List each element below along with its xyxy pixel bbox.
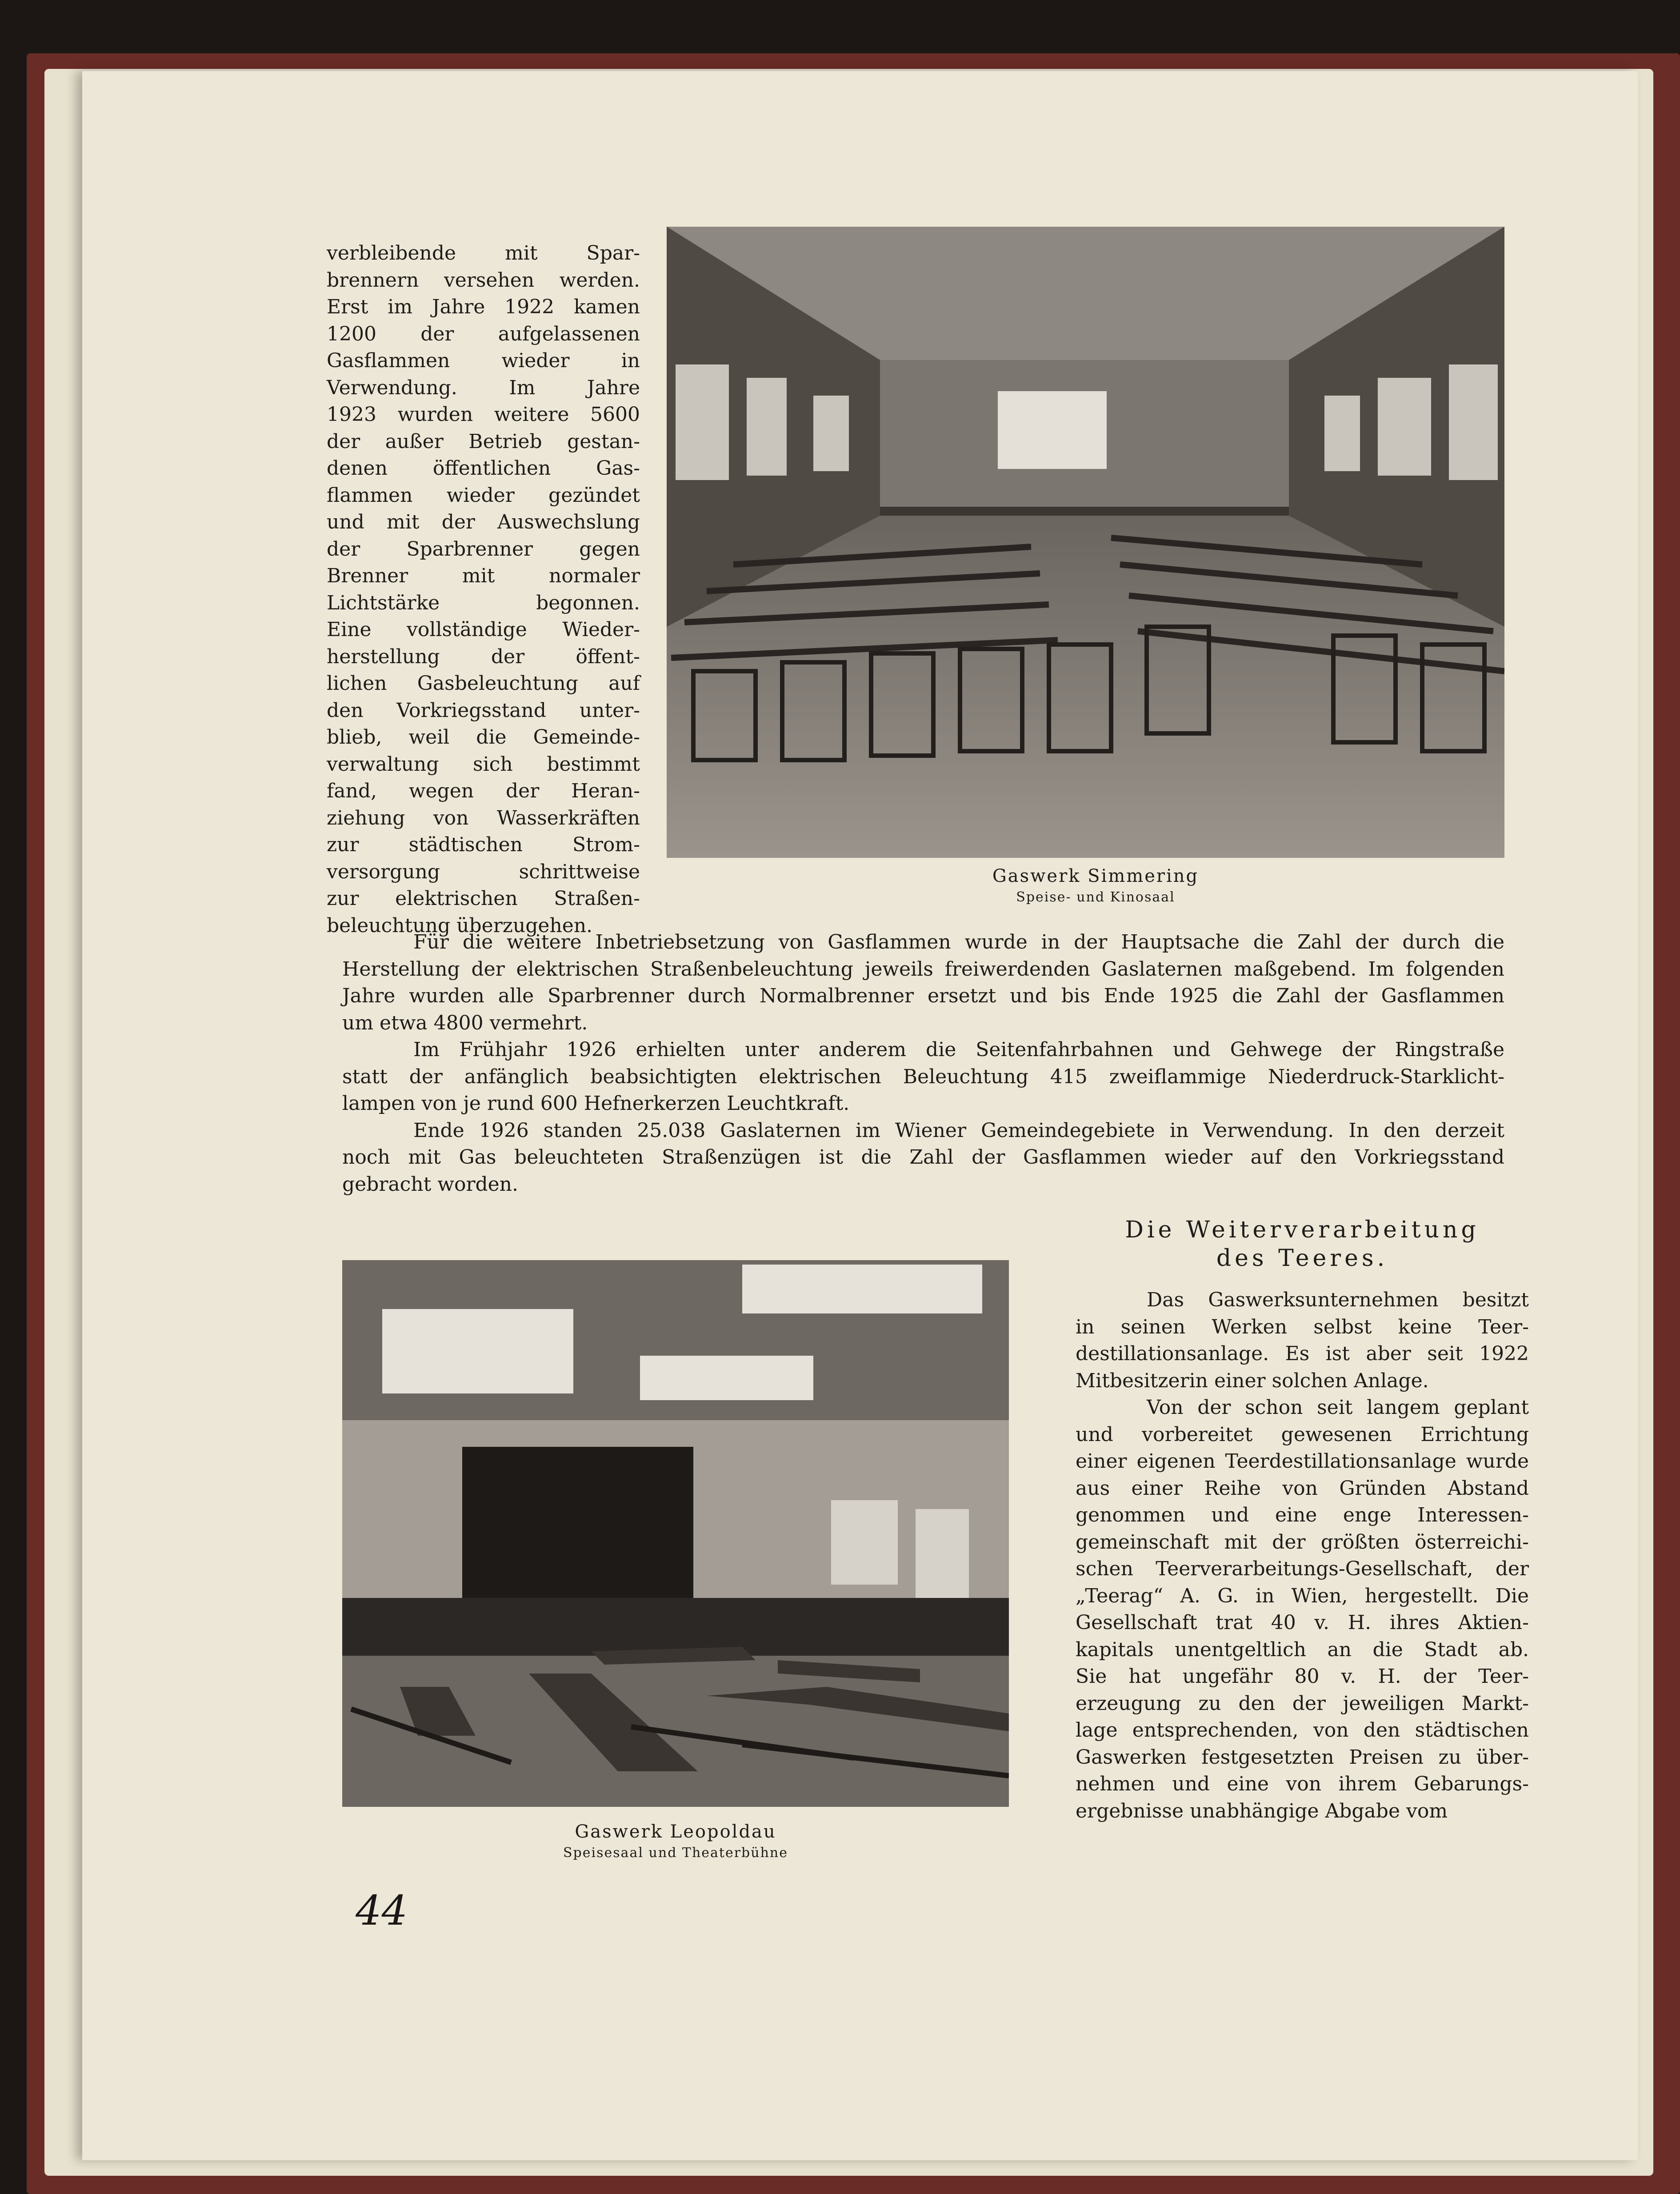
section-body-line: kapitals unentgeltlich an die Stadt ab. (1076, 1638, 1529, 1661)
section-heading (1076, 1216, 1529, 1273)
full-width-line: um etwa 4800 vermehrt. (342, 1011, 588, 1034)
photo1-caption-subtitle: Speise- und Kinosaal (1016, 889, 1175, 905)
section-body-line: Gesellschaft trat 40 v. H. ihres Aktien- (1076, 1611, 1529, 1634)
section-body-line: gemeinschaft mit der größten österreichi- (1076, 1530, 1529, 1553)
section-body-line: Gaswerken festgesetzten Preisen zu über- (1076, 1746, 1529, 1769)
left-col-line: der außer Betrieb gestan- (327, 430, 640, 453)
photo2-caption-subtitle: Speisesaal und Theaterbühne (563, 1845, 788, 1861)
section-body-line: Mitbesitzerin einer solchen Anlage. (1076, 1369, 1429, 1392)
section-body-line: in seinen Werken selbst keine Teer- (1076, 1315, 1529, 1338)
full-width-line: Im Frühjahr 1926 erhielten unter anderem die Seitenfahrbahnen und Gehwege der Ringstraße (413, 1038, 1504, 1061)
full-width-line: Für die weitere Inbetriebsetzung von Gasflammen wurde in der Hauptsache die Zahl der durch die (413, 931, 1504, 953)
section-body-line: aus einer Reihe von Gründen Abstand (1076, 1477, 1529, 1500)
photo1-caption (918, 865, 1273, 907)
full-width-line: lampen von je rund 600 Hefnerkerzen Leuchtkraft. (342, 1092, 850, 1115)
left-col-line: herstellung der öffent- (327, 645, 640, 668)
section-body-line: ergebnisse unabhängige Abgabe vom (1076, 1799, 1448, 1822)
section-body-line: erzeugung zu den der jeweiligen Markt- (1076, 1692, 1529, 1715)
left-col-line: 1923 wurden weitere 5600 (327, 403, 640, 426)
left-col-line: und mit der Auswechslung (327, 511, 640, 533)
page-number: 44 (356, 1887, 408, 1934)
photo-gaswerk-leopoldau (342, 1260, 1009, 1807)
left-col-line: brennern versehen werden. (327, 268, 640, 292)
section-body-line: einer eigenen Teerdestillationsanlage wurde (1076, 1450, 1529, 1473)
section-body-line: Von der schon seit langem geplant (1147, 1396, 1529, 1419)
full-width-line: Jahre wurden alle Sparbrenner durch Normalbrenner ersetzt und bis Ende 1925 die Zahl der Gasflammen (342, 985, 1504, 1007)
section-body-line: nehmen und eine von ihrem Gebarungs- (1076, 1773, 1529, 1795)
photo2-caption (498, 1820, 853, 1863)
left-col-line: Brenner mit normaler (327, 565, 640, 587)
left-col-line: den Vorkriegsstand unter- (327, 699, 640, 722)
photo2-caption-title: Gaswerk Leopoldau (575, 1822, 776, 1842)
left-col-line: Lichtstärke begonnen. (327, 591, 640, 614)
left-col-line: versorgung schrittweise (327, 860, 640, 883)
left-col-line: denen öffentlichen Gas- (327, 457, 640, 480)
full-width-line: gebracht worden. (342, 1173, 518, 1196)
left-col-line: zur städtischen Strom- (327, 833, 640, 856)
left-col-line: 1200 der aufgelassenen (327, 322, 640, 345)
left-col-line: Erst im Jahre 1922 kamen (327, 296, 640, 318)
section-body-line: genommen und eine enge Interessen- (1076, 1504, 1529, 1526)
left-col-line: blieb, weil die Gemeinde- (327, 726, 640, 749)
left-col-line: der Sparbrenner gegen (327, 537, 640, 561)
assembly-hall-icon (667, 227, 1504, 858)
left-col-line: Verwendung. Im Jahre (327, 376, 640, 399)
section-body-line: Sie hat ungefähr 80 v. H. der Teer- (1076, 1665, 1529, 1688)
left-col-line: ziehung von Wasserkräften (327, 806, 640, 829)
section-body-line: destillationsanlage. Es ist aber seit 1922 (1076, 1342, 1529, 1365)
photo-gaswerk-simmering (667, 227, 1504, 858)
section-body-line: und vorbereitet gewesenen Errichtung (1076, 1423, 1529, 1446)
section-body-line: Das Gaswerksunternehmen besitzt (1147, 1289, 1529, 1311)
dining-hall-stage-icon (342, 1260, 1009, 1807)
left-col-line: lichen Gasbeleuchtung auf (327, 672, 640, 695)
left-col-line: Gasflammen wieder in (327, 349, 640, 372)
section-body-line: schen Teerverarbeitungs-Gesellschaft, der (1076, 1557, 1529, 1580)
photo1-caption-title: Gaswerk Simmering (992, 866, 1199, 886)
left-col-line: verbleibende mit Spar- (327, 242, 640, 264)
section-body-line: lage entsprechenden, von den städtischen (1076, 1719, 1529, 1742)
book-page (82, 71, 1638, 2160)
section-heading-line2: des Teeres. (1216, 1245, 1388, 1272)
section-heading-line1: Die Weiterverarbeitung (1125, 1217, 1480, 1243)
left-col-line: flammen wieder gezündet (327, 484, 640, 507)
left-col-line: Eine vollständige Wieder- (327, 618, 640, 641)
left-col-line: verwaltung sich bestimmt (327, 753, 640, 776)
full-width-line: Herstellung der elektrischen Straßenbeleuchtung jeweils freiwerdenden Gaslaternen maßgebend. Im folgenden (342, 957, 1504, 981)
full-width-line: Ende 1926 standen 25.038 Gaslaternen im Wiener Gemeindegebiete in Verwendung. In den derzeit (413, 1119, 1504, 1142)
full-width-line: noch mit Gas beleuchteten Straßenzügen ist die Zahl der Gasflammen wieder auf den Vorkriegsstand (342, 1146, 1504, 1169)
left-col-line: fand, wegen der Heran- (327, 780, 640, 802)
full-width-line: statt der anfänglich beabsichtigten elektrischen Beleuchtung 415 zweiflammige Niederdruck-Starklicht- (342, 1065, 1504, 1088)
section-body-line: „Teerag“ A. G. in Wien, hergestellt. Die (1076, 1584, 1529, 1607)
left-col-line: zur elektrischen Straßen- (327, 887, 640, 910)
left-col-line: beleuchtung überzugehen. (327, 914, 593, 937)
